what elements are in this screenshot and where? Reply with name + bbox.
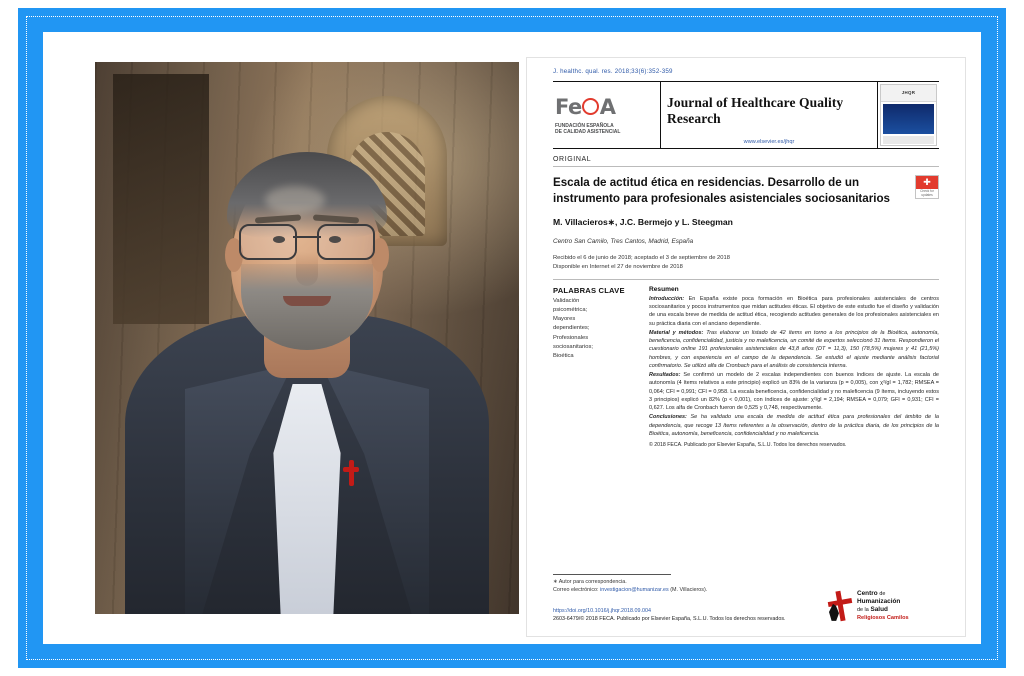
affiliation: Centro San Camilo, Tres Cantos, Madrid, España <box>553 237 694 245</box>
keywords-title: PALABRAS CLAVE <box>553 285 625 295</box>
centro-logo-line2: Humanización <box>857 598 901 606</box>
feca-logo-c-ring-icon <box>582 98 599 115</box>
mouth <box>283 296 331 306</box>
abstract-paragraph-text: En España existe poca formación en Bioética para profesionales asistenciales de centros sociosanitarios y pocos instrumentos que midan actitudes éticas. El objetivo de este estudio fue el diseño y validación de una escala breve de medida de actitud ética, recogiendo actitudes generales de los profesionales asistenciales en su práctica diaria con el anciano dependiente. <box>649 295 939 327</box>
centro-line1-main: Centro <box>857 589 878 597</box>
cover-title-label: JHQR <box>881 85 936 102</box>
centro-logo-line3 <box>857 606 909 614</box>
author-portrait-photo <box>95 62 519 614</box>
footnote-divider <box>553 574 671 575</box>
person-figure <box>107 184 507 614</box>
keyword-item: sociosanitarios; <box>553 343 593 350</box>
centro-logo-text <box>857 590 909 622</box>
issn-copyright-line: 2603-6479/© 2018 FECA. Publicado por Elsevier España, S.L.U. Todos los derechos reservados. <box>553 616 786 622</box>
cover-image-area <box>883 104 934 134</box>
doi-link[interactable]: https://doi.org/10.1016/j.jhqr.2018.09.004 <box>553 608 652 614</box>
crossmark-cross-icon: ✚ <box>923 177 931 187</box>
journal-title: Journal of Healthcare Quality Research <box>667 95 844 126</box>
article-header <box>553 175 939 208</box>
journal-title-block <box>661 82 877 148</box>
article-title: Escala de actitud ética en residencias. Desarrollo de un instrumento para profesionales asistenciales sociosanitarios <box>553 176 890 206</box>
keyword-item: Mayores <box>553 316 576 323</box>
crossmark-badge[interactable] <box>915 175 939 199</box>
running-reference: J. healthc. qual. res. 2018;33(6):352-359 <box>553 68 673 75</box>
crossmark-top <box>916 176 938 189</box>
keyword-item: dependientes; <box>553 325 590 332</box>
abstract-paragraph-lead: Introducción: <box>649 295 685 302</box>
abstract-paragraph-lead: Resultados: <box>649 372 681 379</box>
centro-line1-small: de <box>879 590 886 597</box>
centro-logo-line4: Religiosos Camilos <box>857 614 909 621</box>
paper-content <box>553 68 939 448</box>
abstract-paragraph <box>649 413 939 438</box>
red-cross-pin-icon <box>343 460 359 486</box>
keyword-item: Validación <box>553 297 580 304</box>
keyword-item: psicométrica; <box>553 307 588 314</box>
page-footer <box>553 574 939 622</box>
centro-line3-small: de la <box>857 607 869 614</box>
feca-publisher-logo <box>553 82 661 148</box>
journal-cover-thumbnail <box>880 84 937 146</box>
abstract-paragraph <box>649 371 939 412</box>
journal-article-page <box>527 58 965 636</box>
lens-right <box>317 224 375 260</box>
feca-subtitle-line2: DE CALIDAD ASISTENCIAL <box>555 129 621 135</box>
crossmark-caption-line2: updates <box>921 192 933 197</box>
glasses-bridge <box>293 236 321 238</box>
abstract-title: Resumen <box>649 285 679 293</box>
email-label: Correo electrónico: <box>553 587 599 594</box>
abstract-paragraph <box>649 295 939 328</box>
keyword-item: Bioética <box>553 352 574 359</box>
author-list: M. Villacieros∗, J.C. Bermejo y L. Steegman <box>553 216 733 227</box>
abstract-column <box>649 286 939 448</box>
centro-logo-line1 <box>857 590 909 598</box>
abstract-section <box>553 286 939 448</box>
abstract-paragraph-lead: Material y métodos: <box>649 329 704 336</box>
crossmark-caption <box>916 189 938 197</box>
crossmark-caption-line1: Check for <box>920 189 934 193</box>
feca-subtitle-line1: FUNDACIÓN ESPAÑOLA <box>555 122 614 129</box>
forehead-highlight <box>265 186 325 214</box>
journal-url-link[interactable]: www.elsevier.es/jhqr <box>743 139 795 145</box>
received-date: Recibido el 6 de junio de 2018; aceptado el 3 de septiembre de 2018 <box>553 254 730 261</box>
journal-cover-thumbnail-block <box>877 82 939 148</box>
email-link[interactable]: investigacion@humanizar.es <box>600 587 669 594</box>
centro-humanizacion-logo <box>827 590 939 622</box>
abstract-paragraph-text: Se confirmó un modelo de 2 escalas independientes con buenos índices de ajuste. La escala de autonomía (4 ítems relativos a este principio) explicó un 83% de la varianza (p = 0,005), con χ²/gl = 1,782; RMSEA = 0,064; CFI = 0,991; CFI = 0,958. La escala beneficencia, confidencialidad y no maleficencia (9 ítems, incluyendo estos 3 principios) explicó un 82% (p < 0,001), con índices de ajuste: χ²/gl = 2,194; RMSEA = 0,079; GFI = 0,931; CFI = 0,627. Los alfa de Cronbach fueron de 0,525 y 0,748, respectivamente. <box>649 372 939 412</box>
camillian-cross-icon <box>827 591 853 621</box>
keyword-item: Profesionales <box>553 334 589 341</box>
keywords-column <box>553 286 639 448</box>
head <box>231 160 383 346</box>
feca-subtitle <box>555 123 656 136</box>
divider-above-abstract <box>553 279 939 280</box>
email-author: (M. Villacieros). <box>670 587 708 594</box>
abstract-copyright: © 2018 FECA. Publicado por Elsevier España, S.L.U. Todos los derechos reservados. <box>649 442 847 449</box>
abstract-paragraph-text: Tras elaborar un listado de 42 ítems en torno a los principios de la Bioética, autonomía, beneficencia, confidencialidad, justicia y no maleficencia, un comité de expertos seleccionó 31 ítems. Respondieron el cuestionario online 191 profesionales asistenciales de 43,8 años (DT = 11,3), 150 (78,5%) mujeres y 41 (21,5%) hombres, y con experiencia en el campo de la dependencia. Se estudió el ajuste mediante análisis factorial confirmatorio. Se utilizó alfa de Cronbach para el análisis de consistencia interna. <box>649 329 939 369</box>
feca-logo-f: F <box>555 94 568 119</box>
online-date: Disponible en Internet el 27 de noviembre de 2018 <box>553 263 683 270</box>
feca-logo-e: e <box>568 94 582 119</box>
abstract-paragraph-lead: Conclusiones: <box>649 414 687 421</box>
abstract-paragraph <box>649 329 939 370</box>
article-dates <box>553 254 939 272</box>
feca-logo-a: A <box>599 94 616 119</box>
abstract-paragraph-text: Se ha validado una escala de medida de actitud ética para profesionales del ámbito de la dependencia, que recoge 13 ítems referentes a la observación, dentro de la práctica diaria, de los principios de la Bioética, autonomía, beneficencia, confidencialidad y no maleficencia. <box>649 414 939 437</box>
divider-under-kicker <box>553 166 939 167</box>
corresponding-author-label: ∗ Autor para correspondencia. <box>553 578 627 585</box>
journal-masthead <box>553 81 939 149</box>
cover-footer-area <box>883 136 934 144</box>
keywords-list <box>553 297 639 361</box>
centro-line3-main: Salud <box>870 606 888 614</box>
section-kicker: ORIGINAL <box>553 156 592 163</box>
lens-left <box>239 224 297 260</box>
feca-logo-wordmark <box>555 94 656 119</box>
